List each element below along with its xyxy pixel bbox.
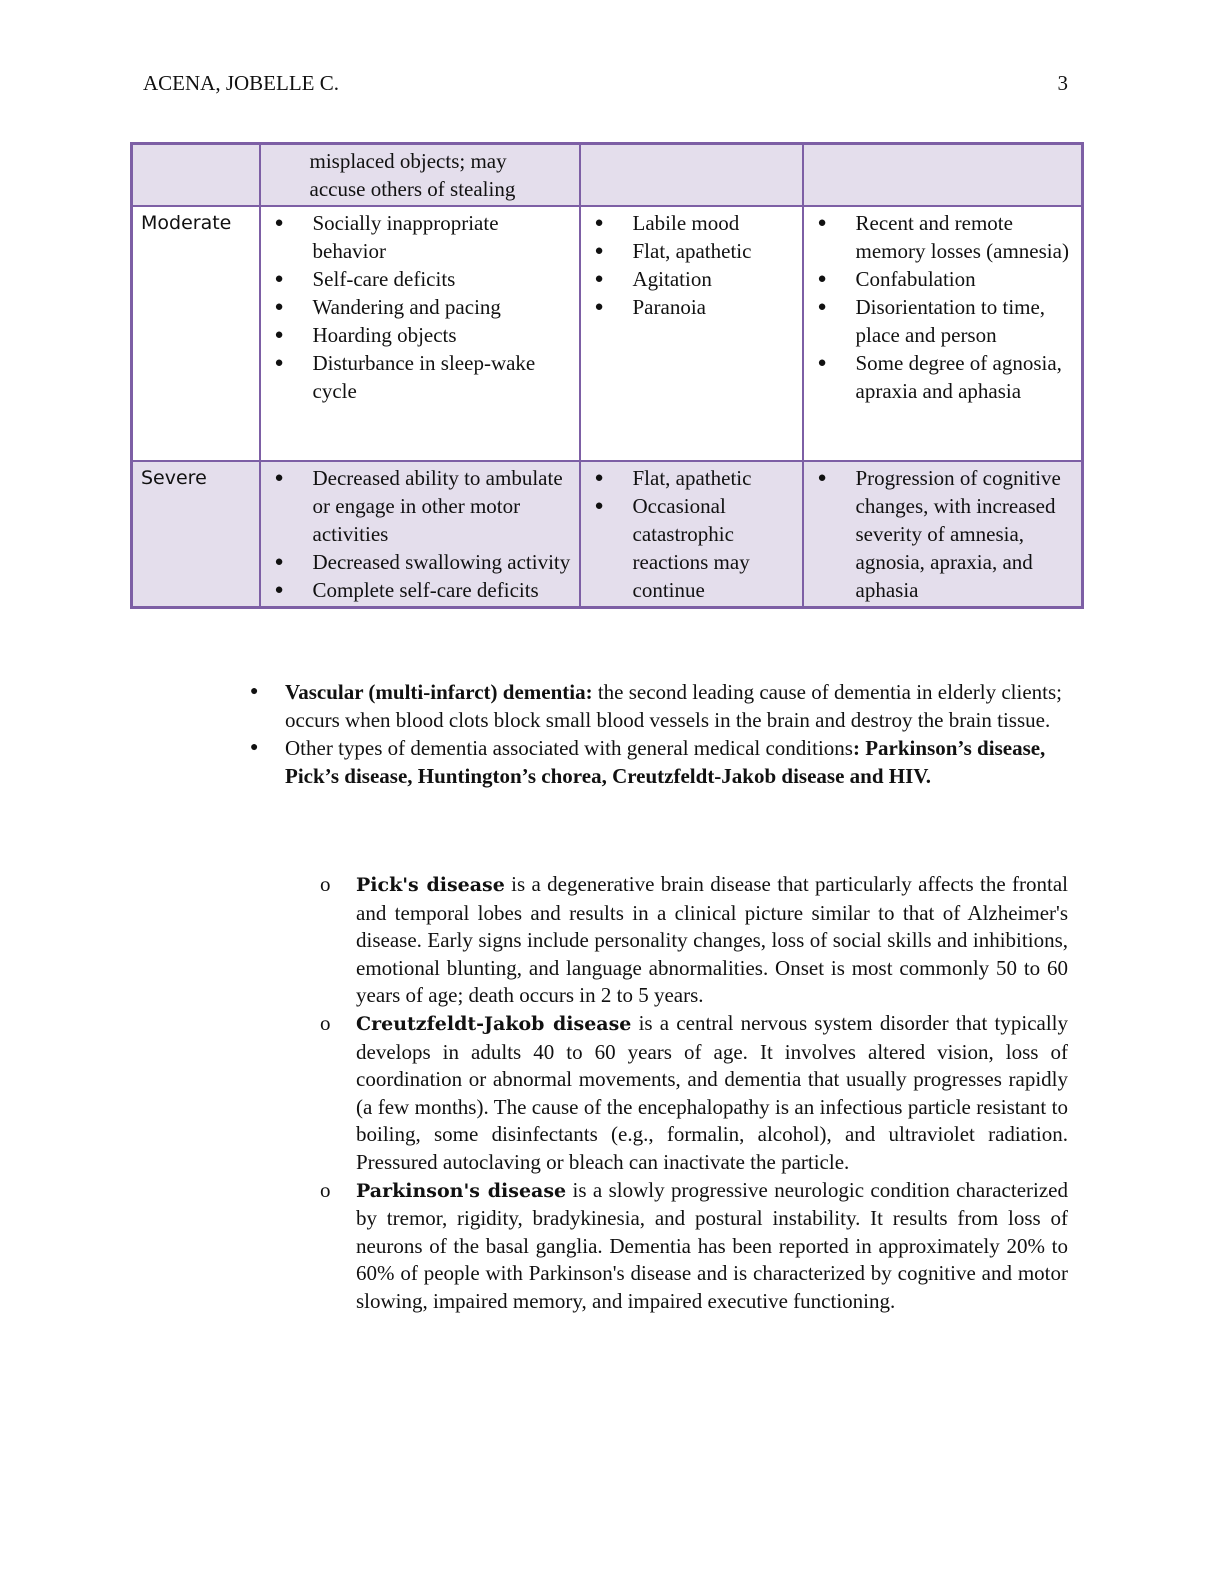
stage-label: Moderate	[132, 206, 260, 461]
author-name: ACENA, JOBELLE C.	[143, 71, 339, 95]
table-cell	[580, 206, 803, 461]
cognitive-list	[812, 209, 1074, 405]
page-number: 3	[1057, 71, 1068, 95]
table-cell	[580, 461, 803, 608]
list-item: ● Socially inappropriate behavior	[269, 209, 571, 265]
parkinsons-text: is a slowly progressive neurologic condition characterized by tremor, rigidity, bradykinesia, and postural instability. It results from loss of neurons of the basal ganglia. Dementia has been reported in approximately 20% to 60% of people with Parkinson's disease and is characterized by cognitive and motor slowing, impaired memory, and impaired executive functioning.	[356, 1177, 1069, 1313]
list-item: ● Disorientation to time, place and person	[812, 293, 1074, 349]
cell-text: misplaced objects; may	[309, 149, 507, 173]
list-item: ● Wandering and pacing	[269, 293, 571, 321]
dementia-types-list	[0, 678, 1224, 790]
behavior-list	[269, 464, 571, 604]
vascular-dementia-item	[0, 678, 1068, 734]
list-item: ● Disturbance in sleep-wake cycle	[269, 349, 571, 405]
cognitive-list	[812, 464, 1074, 604]
table-cell	[260, 206, 580, 461]
vascular-text: the second leading cause of dementia in elderly clients; occurs when blood clots block small blood vessels in the brain and destroy the brain tissue.	[285, 680, 1062, 732]
dementia-types-section	[0, 678, 1224, 790]
cell-text: accuse others of stealing	[309, 177, 516, 201]
list-item: ● Confabulation	[812, 265, 1074, 293]
term-cjd: Creutzfeldt-Jakob disease	[356, 1012, 632, 1035]
disease-details-section	[0, 871, 1224, 1316]
term-picks: Pick's disease	[356, 874, 505, 896]
stage-label: Severe	[132, 461, 260, 608]
table-cell	[803, 206, 1083, 461]
picks-disease-item	[0, 871, 1068, 1010]
list-item: ● Flat, apathetic	[589, 464, 794, 492]
table-row-moderate	[132, 206, 1083, 461]
behavior-list	[269, 209, 571, 405]
table-cell	[260, 461, 580, 608]
list-item: ● Paranoia	[589, 293, 794, 321]
picks-text: is a degenerative brain disease that particularly affects the frontal and temporal lobes and results in a clinical picture similar to that of Alzheimer's disease. Early signs include personality changes, loss of social skills and inhibitions, emotional blunting, and language abnormalities. Onset is most commonly 50 to 60 years of age; death occurs in 2 to 5 years.	[356, 872, 1068, 1008]
dementia-stages-table	[130, 142, 1084, 609]
page-header	[143, 71, 1068, 103]
other-dementia-item	[0, 734, 1068, 790]
parkinsons-item	[0, 1177, 1068, 1316]
list-item: ● Occasional catastrophic reactions may continue	[589, 492, 794, 604]
mood-list	[589, 209, 794, 321]
cjd-text: is a central nervous system disorder that typically develops in adults 40 to 60 years of age. It involves altered vision, loss of coordination or abnormal movements, and dementia that usually progresses rapidly (a few months). The cause of the encephalopathy is an infectious particle resistant to boiling, some disinfectants (e.g., formalin, alcohol), and ultraviolet radiation. Pressured autoclaving or bleach can inactivate the particle.	[356, 1010, 1069, 1174]
list-item: ● Decreased ability to ambulate or engage in other motor activities	[269, 464, 571, 548]
table-cell	[803, 461, 1083, 608]
list-item: ● Agitation	[589, 265, 794, 293]
table-cell	[132, 144, 260, 207]
list-item: ● Complete self-care deficits	[269, 576, 571, 604]
list-item: ● Recent and remote memory losses (amnesia)	[812, 209, 1074, 265]
table-row-continued	[132, 144, 1083, 207]
table-cell	[580, 144, 803, 207]
other-text: Other types of dementia associated with general medical conditions	[285, 736, 853, 760]
term-parkinsons: Parkinson's disease	[356, 1179, 567, 1202]
list-item: ● Flat, apathetic	[589, 237, 794, 265]
list-item: ● Hoarding objects	[269, 321, 571, 349]
table-cell	[803, 144, 1083, 207]
list-item: ● Self-care deficits	[269, 265, 571, 293]
disease-details-list	[0, 871, 1224, 1316]
table-cell	[260, 144, 580, 207]
list-item: ● Progression of cognitive changes, with increased severity of amnesia, agnosia, apraxia, and aphasia	[812, 464, 1074, 604]
table-row-severe	[132, 461, 1083, 608]
list-item: ● Decreased swallowing activity	[269, 548, 571, 576]
list-item: ● Some degree of agnosia, apraxia and aphasia	[812, 349, 1074, 405]
mood-list	[589, 464, 794, 604]
list-item: ● Labile mood	[589, 209, 794, 237]
other-conditions: : Parkinson’s disease, Pick’s disease, Huntington’s chorea, Creutzfeldt-Jakob disease and HIV.	[285, 736, 1046, 788]
term-vascular: Vascular (multi-infarct) dementia:	[285, 680, 593, 704]
cjd-item	[0, 1010, 1068, 1177]
